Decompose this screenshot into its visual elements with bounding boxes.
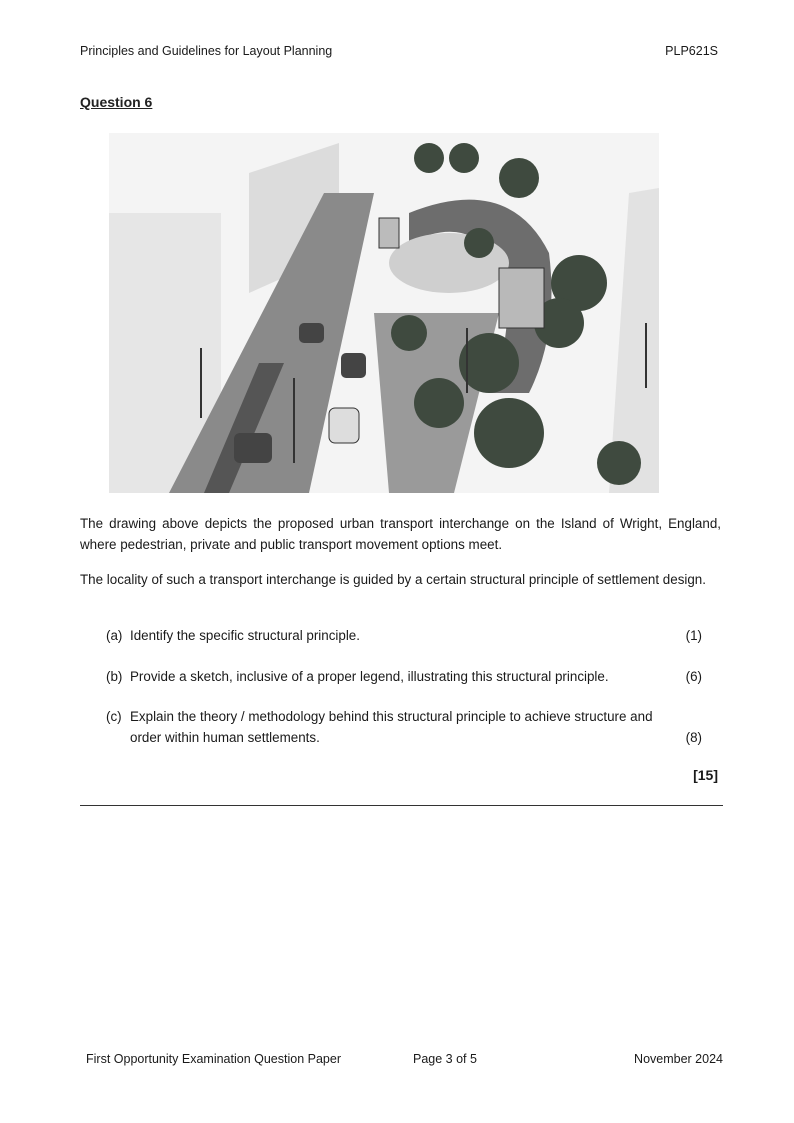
transport-interchange-illustration xyxy=(109,133,659,493)
header-title: Principles and Guidelines for Layout Planning xyxy=(80,44,333,58)
question-heading: Question 6 xyxy=(80,94,153,110)
footer-date: November 2024 xyxy=(634,1052,723,1066)
item-marks: (6) xyxy=(685,669,702,684)
sub-question-a xyxy=(106,625,722,646)
header-course-code: PLP621S xyxy=(665,44,718,58)
item-text: Identify the specific structural principle. xyxy=(130,628,360,643)
item-marks: (8) xyxy=(685,730,702,745)
item-label: (c) xyxy=(106,709,122,724)
item-text: Provide a sketch, inclusive of a proper legend, illustrating this structural principle. xyxy=(130,669,609,684)
question-paragraph: The locality of such a transport interchange is guided by a certain structural principle of settlement design. xyxy=(80,572,706,587)
total-marks: [15] xyxy=(693,767,718,783)
question-paragraph: The drawing above depicts the proposed urban transport interchange on the Island of Wright, England, where pedestrian, private and public transport movement options meet. xyxy=(80,516,721,552)
sub-question-c xyxy=(106,706,722,748)
footer-exam-type: First Opportunity Examination Question Paper xyxy=(86,1052,341,1066)
item-label: (b) xyxy=(106,669,123,684)
item-text: Explain the theory / methodology behind this structural principle to achieve structure and order within human settlements. xyxy=(130,709,653,745)
item-label: (a) xyxy=(106,628,123,643)
item-marks: (1) xyxy=(685,628,702,643)
divider xyxy=(80,805,723,806)
sub-question-b xyxy=(106,666,722,687)
footer-page-number: Page 3 of 5 xyxy=(413,1052,477,1066)
